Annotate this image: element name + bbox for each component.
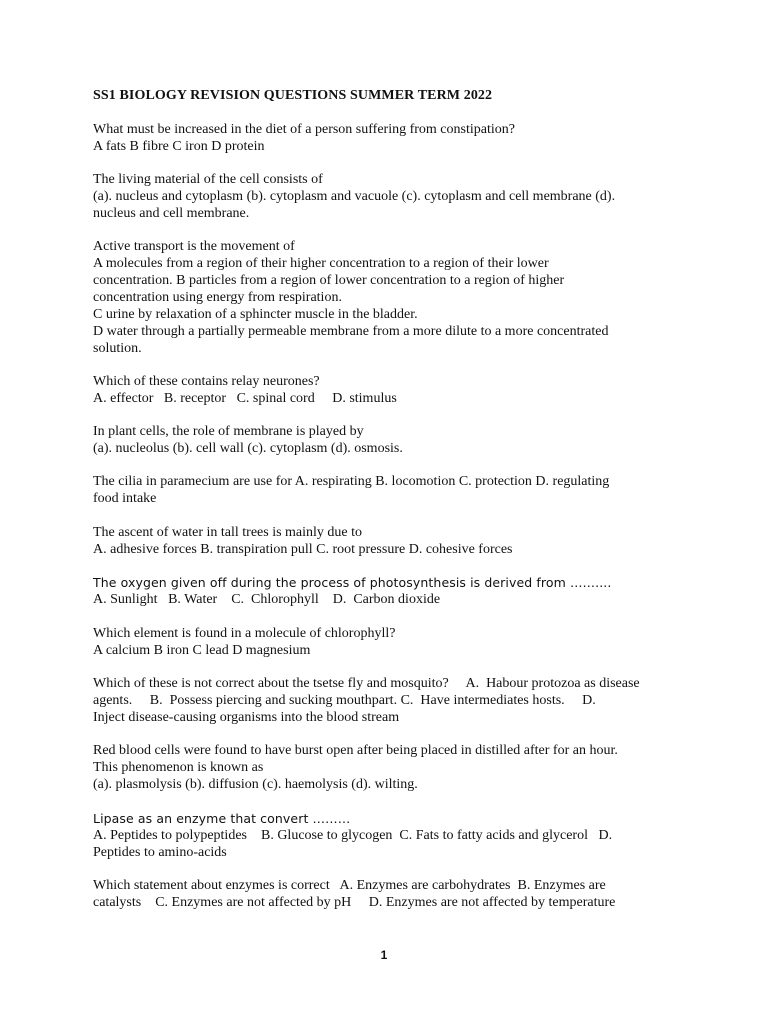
question-6-text-line-2: food intake — [93, 491, 157, 506]
question-12 — [93, 810, 685, 861]
page-number: 1 — [380, 948, 388, 962]
question-1 — [93, 121, 685, 155]
question-5-text: In plant cells, the role of membrane is played by — [93, 424, 364, 439]
question-3-option-b-line-2: concentration using energy from respiration. — [93, 290, 342, 305]
page-title: SS1 BIOLOGY REVISION QUESTIONS SUMMER TERM 2022 — [93, 88, 493, 103]
question-11-text-line-2: This phenomenon is known as — [93, 760, 264, 775]
question-4-text: Which of these contains relay neurones? — [93, 374, 320, 389]
question-3-option-a-line-1: A molecules from a region of their higher concentration to a region of their lower — [93, 256, 549, 271]
question-4-options: A. effector B. receptor C. spinal cord D. stimulus — [93, 391, 397, 406]
question-2-options-line-2: nucleus and cell membrane. — [93, 206, 250, 221]
question-5-options: (a). nucleolus (b). cell wall (c). cytoplasm (d). osmosis. — [93, 441, 403, 456]
question-3-option-d-line-2: solution. — [93, 341, 142, 356]
question-11 — [93, 742, 685, 793]
question-7-options: A. adhesive forces B. transpiration pull C. root pressure D. cohesive forces — [93, 542, 513, 557]
question-13-text-line-1: Which statement about enzymes is correct A. Enzymes are carbohydrates B. Enzymes are — [93, 878, 606, 893]
question-12-text: Lipase as an enzyme that convert ……… — [93, 811, 351, 826]
question-1-options: A fats B fibre C iron D protein — [93, 139, 265, 154]
question-10 — [93, 675, 685, 726]
question-6-text-line-1: The cilia in paramecium are use for A. respirating B. locomotion C. protection D. regulating — [93, 474, 610, 489]
question-11-options: (a). plasmolysis (b). diffusion (c). haemolysis (d). wilting. — [93, 777, 418, 792]
question-3-text: Active transport is the movement of — [93, 239, 295, 254]
question-12-options-line-2: Peptides to amino-acids — [93, 845, 227, 860]
question-8-options: A. Sunlight B. Water C. Chlorophyll D. Carbon dioxide — [93, 592, 441, 607]
question-13 — [93, 877, 685, 911]
question-10-text-line-2: agents. B. Possess piercing and sucking mouthpart. C. Have intermediates hosts. D. — [93, 693, 596, 708]
question-7-text: The ascent of water in tall trees is mainly due to — [93, 525, 363, 540]
question-6 — [93, 473, 685, 507]
question-7 — [93, 524, 685, 558]
question-8 — [93, 574, 685, 608]
question-10-text-line-3: Inject disease-causing organisms into the blood stream — [93, 710, 400, 725]
question-3-option-d-line-1: D water through a partially permeable membrane from a more dilute to a more concentrated — [93, 324, 609, 339]
question-10-text-line-1: Which of these is not correct about the tsetse fly and mosquito? A. Habour protozoa as disease — [93, 676, 640, 691]
question-9 — [93, 625, 685, 659]
question-8-text: The oxygen given off during the process of photosynthesis is derived from …….... — [93, 575, 612, 590]
question-11-text-line-1: Red blood cells were found to have burst open after being placed in distilled after for an hour. — [93, 743, 618, 758]
question-1-text: What must be increased in the diet of a person suffering from constipation? — [93, 122, 515, 137]
question-12-options-line-1: A. Peptides to polypeptides B. Glucose to glycogen C. Fats to fatty acids and glycerol D. — [93, 828, 613, 843]
question-9-options: A calcium B iron C lead D magnesium — [93, 643, 311, 658]
question-2-options-line-1: (a). nucleus and cytoplasm (b). cytoplasm and vacuole (c). cytoplasm and cell membrane (d). — [93, 189, 616, 204]
question-13-text-line-2: catalysts C. Enzymes are not affected by pH D. Enzymes are not affected by temperature — [93, 895, 616, 910]
question-3-option-b-line-1: concentration. B particles from a region of lower concentration to a region of higher — [93, 273, 565, 288]
question-3 — [93, 238, 685, 357]
question-2 — [93, 171, 685, 222]
question-2-text: The living material of the cell consists of — [93, 172, 323, 187]
question-9-text: Which element is found in a molecule of chlorophyll? — [93, 626, 396, 641]
question-4 — [93, 373, 685, 407]
question-5 — [93, 423, 685, 457]
question-3-option-c: C urine by relaxation of a sphincter muscle in the bladder. — [93, 307, 418, 322]
